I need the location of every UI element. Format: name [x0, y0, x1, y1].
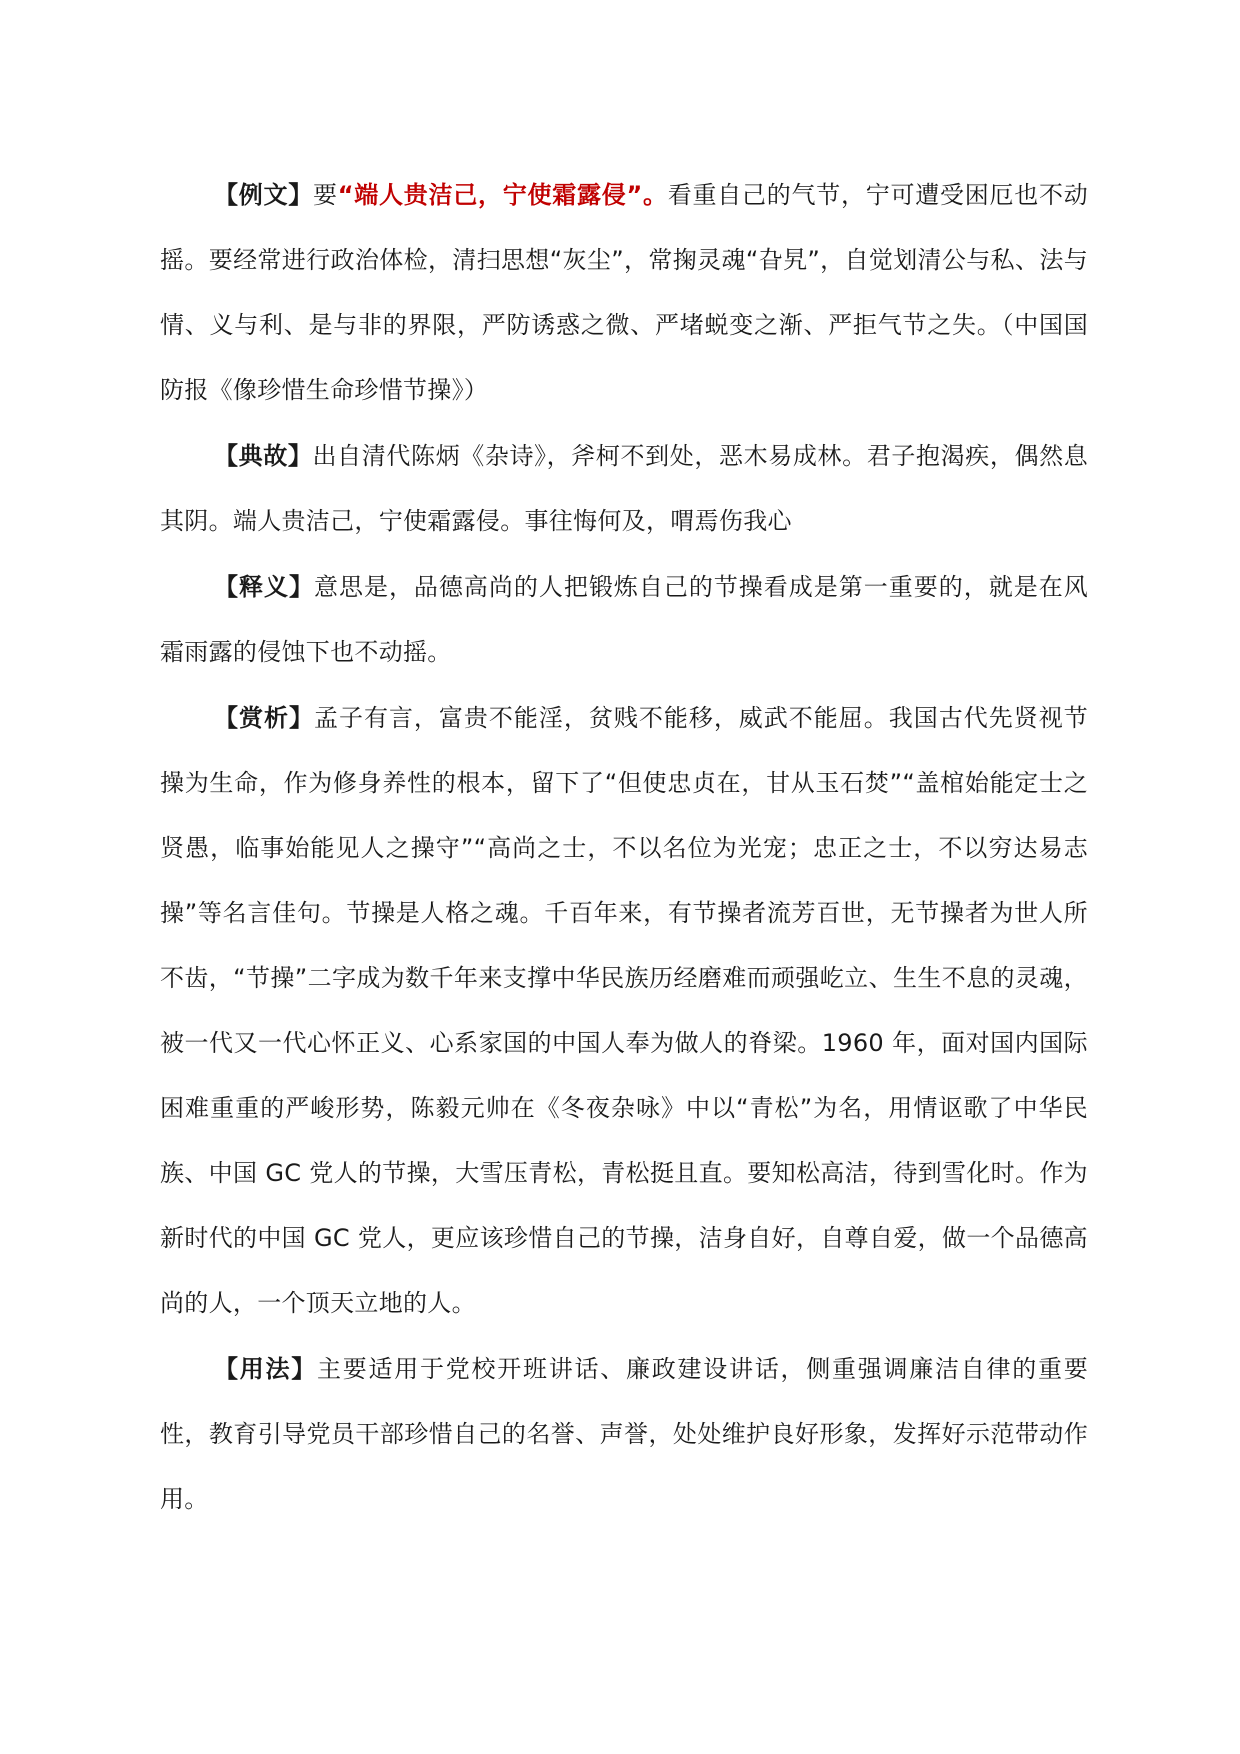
usage-paragraph [160, 1337, 1088, 1532]
example-body: 看重自己的气节，宁可遭受困厄也不动摇。要经常进行政治体检，清扫思想“灰尘”，常掬灵魂“旮旯”，自觉划清公与私、法与情、义与利、是与非的界限，严防诱惑之微、严堵蜕变之渐、严拒气节之失。（中国国防报《像珍惜生命珍惜节操》） [160, 181, 1088, 404]
meaning-body: 意思是，品德高尚的人把锻炼自己的节操看成是第一重要的，就是在风霜雨露的侵蚀下也不动摇。 [160, 573, 1088, 666]
usage-tag: 【用法】 [214, 1355, 317, 1383]
document-page [160, 163, 1088, 1533]
meaning-paragraph [160, 555, 1088, 685]
appreciation-body: 孟子有言，富贵不能淫，贫贱不能移，威武不能屈。我国古代先贤视节操为生命，作为修身养性的根本，留下了“但使忠贞在，甘从玉石焚”“盖棺始能定士之贤愚，临事始能见人之操守”“高尚之士，不以名位为光宠；忠正之士，不以穷达易志操”等名言佳句。节操是人格之魂。千百年来，有节操者流芳百世，无节操者为世人所不齿，“节操”二字成为数千年来支撑中华民族历经磨难而顽强屹立、生生不息的灵魂，被一代又一代心怀正义、心系家国的中国人奉为做人的脊梁。1960 年，面对国内国际困难重重的严峻形势，陈毅元帅在《冬夜杂咏》中以“青松”为名，用情讴歌了中华民族、中国 GC 党人的节操，大雪压青松，青松挺且直。要知松高洁，待到雪化时。作为新时代的中国 GC 党人，更应该珍惜自己的节操，洁身自好，自尊自爱，做一个品德高尚的人，一个顶天立地的人。 [160, 704, 1088, 1317]
example-pre: 要 [313, 181, 338, 209]
example-paragraph [160, 163, 1088, 423]
appreciation-paragraph [160, 686, 1088, 1336]
meaning-tag: 【释义】 [214, 573, 314, 601]
usage-body: 主要适用于党校开班讲话、廉政建设讲话，侧重强调廉洁自律的重要性，教育引导党员干部珍惜自己的名誉、声誉，处处维护良好形象，发挥好示范带动作用。 [160, 1355, 1089, 1513]
example-highlight-quote: “端人贵洁己，宁使霜露侵”。 [337, 181, 668, 209]
allusion-tag: 【典故】 [214, 442, 313, 470]
allusion-body: 出自清代陈炳《杂诗》，斧柯不到处，恶木易成林。君子抱渴疾，偶然息其阴。端人贵洁己，宁使霜露侵。事往悔何及，喟焉伤我心 [160, 442, 1088, 535]
example-tag: 【例文】 [214, 181, 313, 209]
appreciation-tag: 【赏析】 [214, 704, 314, 732]
allusion-paragraph [160, 424, 1088, 554]
